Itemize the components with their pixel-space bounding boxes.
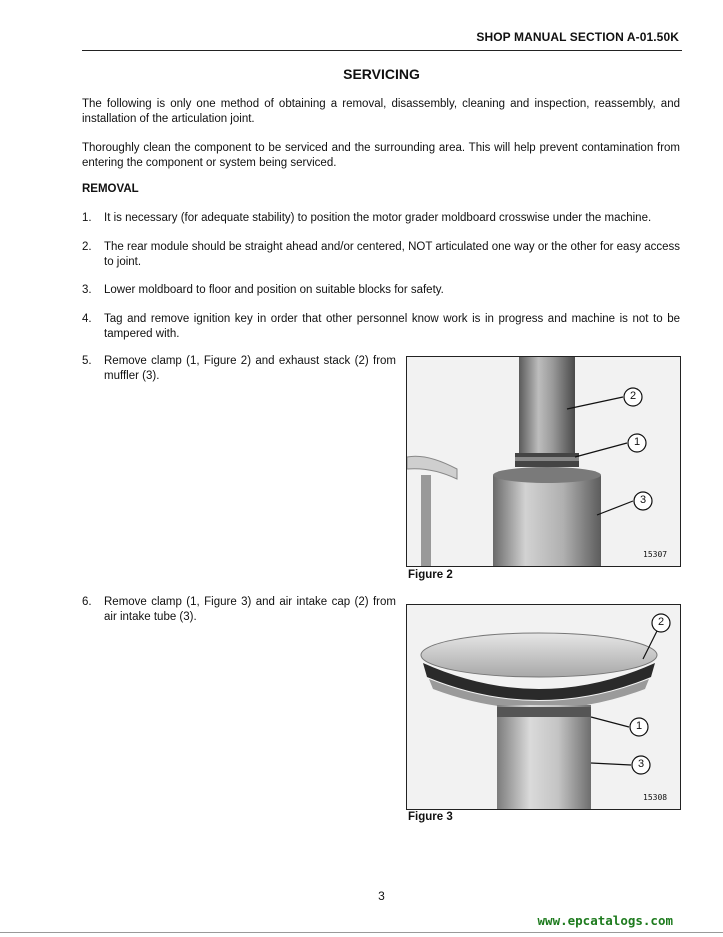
figure-2-callout-3: 3 [639, 494, 647, 506]
step-number: 3. [82, 284, 92, 296]
intro-paragraph-1: The following is only one method of obtaining a removal, disassembly, cleaning and inspection, reassembly, and installation of the articulation joint. [82, 98, 680, 125]
figure-2-callout-2: 2 [629, 390, 637, 402]
step-number: 1. [82, 212, 92, 224]
step-number: 5. [82, 355, 92, 367]
header-rule [82, 50, 682, 51]
step-number: 2. [82, 241, 92, 253]
step-number: 4. [82, 313, 92, 325]
step-text: Lower moldboard to floor and position on suitable blocks for safety. [104, 284, 444, 296]
figure-3-callout-3: 3 [637, 758, 645, 770]
step-number: 6. [82, 596, 92, 608]
step-text: Remove clamp (1, Figure 2) and exhaust stack (2) from muffler (3). [104, 355, 396, 382]
intro-paragraph-2: Thoroughly clean the component to be serviced and the surrounding area. This will help prevent contamination from entering the component or system being serviced. [82, 142, 680, 169]
figure-3-caption: Figure 3 [408, 811, 453, 823]
removal-heading: REMOVAL [82, 183, 139, 195]
figure-3-callout-2: 2 [657, 616, 665, 628]
figure-3-photo [406, 604, 681, 810]
step-text: Remove clamp (1, Figure 3) and air intake cap (2) from air intake tube (3). [104, 596, 396, 623]
figure-2-photo [406, 356, 681, 567]
figure-2-caption: Figure 2 [408, 569, 453, 581]
figure-3-code: 15308 [643, 793, 668, 802]
bottom-rule [0, 932, 723, 933]
figure-3-callout-1: 1 [635, 720, 643, 732]
section-header: SHOP MANUAL SECTION A-01.50K [476, 30, 679, 44]
step-text: Tag and remove ignition key in order that other personnel know work is in progress and machine is not to be tampered with. [104, 313, 680, 340]
step-text: The rear module should be straight ahead and/or centered, NOT articulated one way or the other for easy access to joint. [104, 241, 680, 268]
page-title: SERVICING [343, 66, 420, 82]
step-text: It is necessary (for adequate stability) to position the motor grader moldboard crosswise under the machine. [104, 212, 652, 224]
figure-2-callout-1: 1 [633, 436, 641, 448]
watermark-link[interactable]: www.epcatalogs.com [537, 913, 673, 928]
page-number: 3 [378, 889, 385, 903]
figure-2-code: 15307 [643, 550, 668, 559]
